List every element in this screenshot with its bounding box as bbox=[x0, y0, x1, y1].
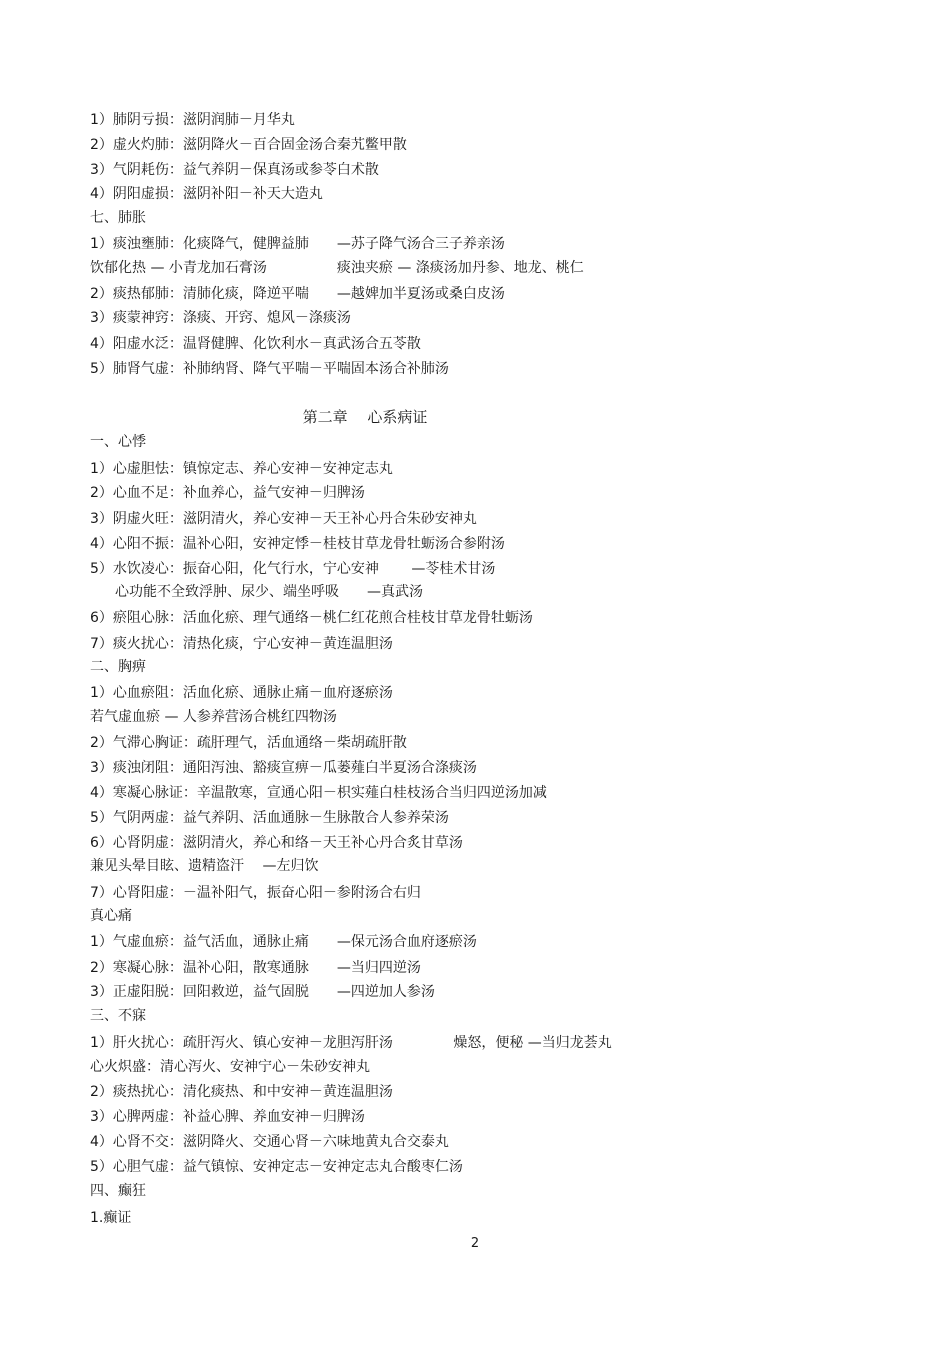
text-line: 1）心虚胆怯：镇惊定志、养心安神－安神定志丸 bbox=[90, 461, 393, 477]
text-line: 兼见头晕目眩、遗精盗汗 —左归饮 bbox=[90, 858, 319, 874]
text-line: 1.癫证 bbox=[90, 1210, 132, 1226]
text-line: 6）瘀阻心脉：活血化瘀、理气通络－桃仁红花煎合桂枝甘草龙骨牡蛎汤 bbox=[90, 610, 533, 626]
text-line: 2）虚火灼肺：滋阴降火－百合固金汤合秦艽鳖甲散 bbox=[90, 137, 407, 153]
text-line: 2）寒凝心脉：温补心阳，散寒通脉 —当归四逆汤 bbox=[90, 960, 421, 976]
text-line: 七、肺胀 bbox=[90, 210, 146, 226]
text-line: 3）痰浊闭阻：通阳泻浊、豁痰宣痹－瓜蒌薤白半夏汤合涤痰汤 bbox=[90, 760, 477, 776]
text-line: 1）肝火扰心：疏肝泻火、镇心安神－龙胆泻肝汤 燥怒，便秘 —当归龙荟丸 bbox=[90, 1035, 612, 1051]
text-line: 5）肺肾气虚：补肺纳肾、降气平喘－平喘固本汤合补肺汤 bbox=[90, 361, 449, 377]
text-line: 3）气阴耗伤：益气养阴－保真汤或参苓白术散 bbox=[90, 162, 379, 178]
text-line: 1）气虚血瘀：益气活血，通脉止痛 —保元汤合血府逐瘀汤 bbox=[90, 934, 477, 950]
text-line: 3）心脾两虚：补益心脾、养血安神－归脾汤 bbox=[90, 1109, 365, 1125]
text-line: 1）肺阴亏损：滋阴润肺－月华丸 bbox=[90, 112, 295, 128]
text-line: 1）心血瘀阻：活血化瘀、通脉止痛－血府逐瘀汤 bbox=[90, 685, 393, 701]
text-line: 3）痰蒙神窍：涤痰、开窍、熄风－涤痰汤 bbox=[90, 310, 351, 326]
text-line: 4）阳虚水泛：温肾健脾、化饮利水－真武汤合五苓散 bbox=[90, 336, 421, 352]
text-line: 4）寒凝心脉证：辛温散寒，宣通心阳－枳实薤白桂枝汤合当归四逆汤加减 bbox=[90, 785, 547, 801]
text-line: 3）阴虚火旺：滋阴清火，养心安神－天王补心丹合朱砂安神丸 bbox=[90, 511, 477, 527]
text-line: 心功能不全致浮肿、尿少、端坐呼吸 —真武汤 bbox=[115, 584, 423, 600]
text-line: 2）气滞心胸证：疏肝理气，活血通络－柴胡疏肝散 bbox=[90, 735, 407, 751]
text-line: 真心痛 bbox=[90, 908, 132, 924]
text-line: 一、心悸 bbox=[90, 434, 146, 450]
text-line: 4）心肾不交：滋阴降火、交通心肾－六味地黄丸合交泰丸 bbox=[90, 1134, 449, 1150]
text-line: 5）水饮凌心：振奋心阳，化气行水，宁心安神 —苓桂术甘汤 bbox=[90, 561, 496, 577]
text-line: 若气虚血瘀 — 人参养营汤合桃红四物汤 bbox=[90, 709, 337, 725]
text-line: 4）心阳不振：温补心阳，安神定悸－桂枝甘草龙骨牡蛎汤合参附汤 bbox=[90, 536, 505, 552]
text-line: 5）心胆气虚：益气镇惊、安神定志－安神定志丸合酸枣仁汤 bbox=[90, 1159, 463, 1175]
text-line: 6）心肾阴虚：滋阴清火，养心和络－天王补心丹合炙甘草汤 bbox=[90, 835, 463, 851]
text-line: 2）痰热郁肺：清肺化痰，降逆平喘 —越婢加半夏汤或桑白皮汤 bbox=[90, 286, 505, 302]
text-line: 四、癫狂 bbox=[90, 1183, 146, 1199]
text-line: 3）正虚阳脱：回阳救逆，益气固脱 —四逆加人参汤 bbox=[90, 984, 435, 1000]
text-line: 饮郁化热 — 小青龙加石膏汤 痰浊夹瘀 — 涤痰汤加丹参、地龙、桃仁 bbox=[90, 260, 584, 276]
text-line: 三、不寐 bbox=[90, 1008, 146, 1024]
text-line: 1）痰浊壅肺：化痰降气，健脾益肺 —苏子降气汤合三子养亲汤 bbox=[90, 236, 505, 252]
chapter-title: 第二章 心系病证 bbox=[302, 408, 428, 426]
page-number: 2 bbox=[470, 1236, 480, 1251]
text-line: 2）心血不足：补血养心，益气安神－归脾汤 bbox=[90, 485, 365, 501]
text-line: 心火炽盛：清心泻火、安神宁心－朱砂安神丸 bbox=[90, 1059, 370, 1075]
text-line: 5）气阴两虚：益气养阴、活血通脉－生脉散合人参养荣汤 bbox=[90, 810, 449, 826]
text-line: 7）痰火扰心：清热化痰，宁心安神－黄连温胆汤 bbox=[90, 636, 393, 652]
text-line: 4）阴阳虚损：滋阴补阳－补天大造丸 bbox=[90, 186, 323, 202]
text-line: 2）痰热扰心：清化痰热、和中安神－黄连温胆汤 bbox=[90, 1084, 393, 1100]
text-line: 二、胸痹 bbox=[90, 659, 146, 675]
text-line: 7）心肾阳虚：－温补阳气，振奋心阳－参附汤合右归 bbox=[90, 885, 421, 901]
